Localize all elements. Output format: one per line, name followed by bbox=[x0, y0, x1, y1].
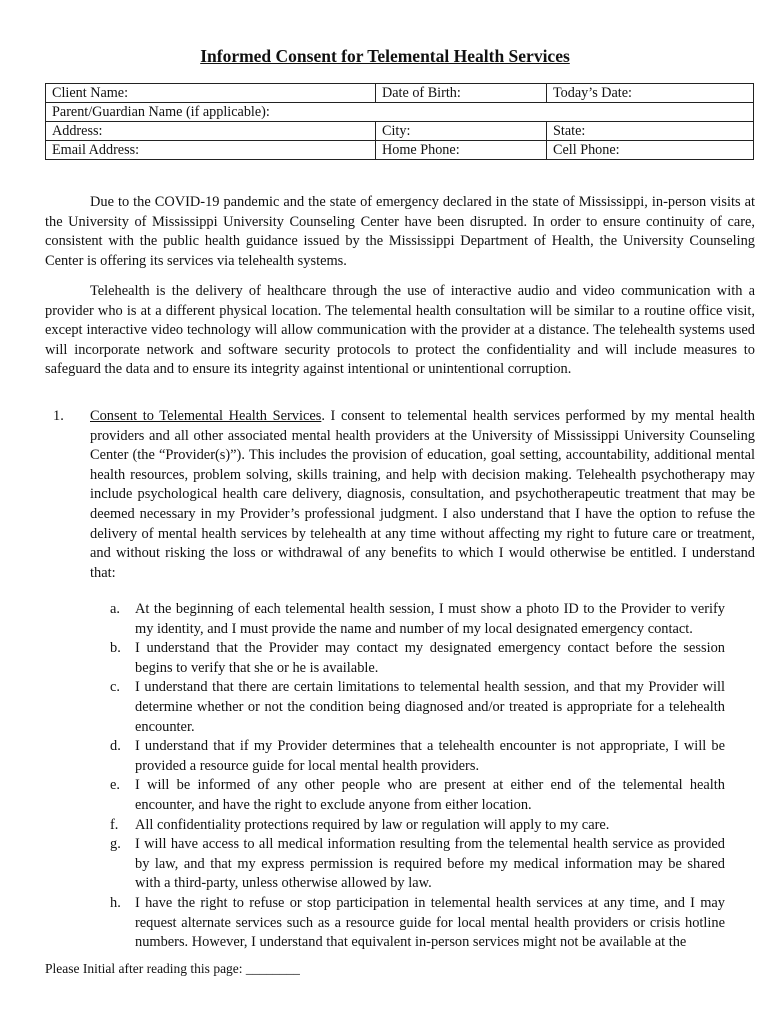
city-field[interactable]: City: bbox=[376, 122, 547, 141]
address-field[interactable]: Address: bbox=[46, 122, 376, 141]
item-text: I understand that if my Provider determines that a telehealth encounter is not appropriate, I will be provided a resource guide for local mental health providers. bbox=[135, 738, 725, 774]
item-text: I understand that the Provider may contact my designated emergency contact before the session begins to verify that she or he is available. bbox=[135, 640, 725, 676]
item-letter: c. bbox=[110, 679, 120, 696]
list-item bbox=[110, 835, 725, 894]
intro-paragraph bbox=[45, 193, 755, 271]
section-heading: Consent to Telemental Health Services bbox=[90, 408, 322, 424]
item-letter: d. bbox=[110, 738, 121, 755]
list-item bbox=[110, 737, 725, 776]
guardian-name-field[interactable]: Parent/Guardian Name (if applicable): bbox=[46, 103, 754, 122]
section-text bbox=[90, 407, 755, 583]
section-number: 1. bbox=[53, 408, 64, 424]
telehealth-paragraph bbox=[45, 282, 755, 380]
item-letter: b. bbox=[110, 640, 121, 657]
cell-phone-field[interactable]: Cell Phone: bbox=[547, 141, 754, 160]
list-item bbox=[110, 894, 725, 953]
client-name-field[interactable]: Client Name: bbox=[46, 84, 376, 103]
home-phone-field[interactable]: Home Phone: bbox=[376, 141, 547, 160]
email-field[interactable]: Email Address: bbox=[46, 141, 376, 160]
state-field[interactable]: State: bbox=[547, 122, 754, 141]
section-body: . I consent to telemental health services performed by my mental health providers and all other associated mental health providers at the University of Mississippi University Counseling Center (the “Provider(s)”). This includes the provision of education, goal setting, accountability, additional mental health resources, problem solving, skills training, and help with decision making. Telehealth psychotherapy may include psychological health care delivery, diagnosis, consultation, and psychotherapeutic treatment that may be deemed necessary in my Provider’s professional judgment. I also understand that I have the option to refuse the delivery of mental health services by telehealth at any time without affecting my right to future care or treatment, and without risking the loss or withdrawal of any benefits to which I would otherwise be entitled. I understand that: bbox=[90, 408, 755, 581]
section-consent bbox=[45, 407, 755, 583]
date-of-birth-field[interactable]: Date of Birth: bbox=[376, 84, 547, 103]
todays-date-field[interactable]: Today’s Date: bbox=[547, 84, 754, 103]
list-item bbox=[110, 776, 725, 815]
list-item bbox=[110, 600, 725, 639]
paragraph-telehealth: Telehealth is the delivery of healthcare through the use of interactive audio and video communication with a provider who is at a different physical location. The telemental health consultation will be similar to a routine office visit, except interactive video technology will allow communication with the provider at a distance. The telehealth systems used will incorporate network and software security protocols to protect the confidentiality and will include measures to safeguard the data and to ensure its integrity against intentional or unintentional corruption. bbox=[45, 283, 755, 378]
initial-footer[interactable]: Please Initial after reading this page: ________ bbox=[45, 961, 300, 976]
understanding-list bbox=[110, 600, 725, 953]
table-row bbox=[46, 84, 754, 103]
item-text: At the beginning of each telemental health session, I must show a photo ID to the Provider to verify my identity, and I must provide the name and number of my local designated emergency contact. bbox=[135, 601, 725, 637]
item-text: I will be informed of any other people who are present at either end of the telemental health encounter, and have the right to exclude anyone from either location. bbox=[135, 777, 725, 813]
item-letter: g. bbox=[110, 836, 121, 853]
item-text: All confidentiality protections required by law or regulation will apply to my care. bbox=[135, 816, 610, 833]
item-text: I understand that there are certain limitations to telemental health session, and that my Provider will determine whether or not the condition being diagnosed and/or treated is appropriate for a telehealth encounter. bbox=[135, 679, 725, 735]
table-row bbox=[46, 103, 754, 122]
list-item bbox=[110, 678, 725, 737]
item-letter: e. bbox=[110, 777, 120, 794]
item-letter: a. bbox=[110, 601, 120, 617]
item-letter: h. bbox=[110, 894, 121, 911]
table-row bbox=[46, 141, 754, 160]
page-title: Informed Consent for Telemental Health Services bbox=[200, 46, 570, 66]
item-text: I have the right to refuse or stop participation in telemental health services at any time, and I may request alternate services such as a resource guide for local mental health providers or crisis hotline numbers. However, I understand that equivalent in-person services might not be available at the bbox=[135, 894, 725, 951]
list-item bbox=[110, 816, 725, 836]
paragraph-covid: Due to the COVID-19 pandemic and the state of emergency declared in the state of Mississippi, in-person visits at the University of Mississippi University Counseling Center have been disrupted. In order to ensure continuity of care, consistent with the public health guidance issued by the Mississippi Department of Health, the University Counseling Center is offering its services via telehealth systems. bbox=[45, 194, 755, 269]
client-info-table bbox=[45, 83, 754, 160]
item-text: I will have access to all medical information resulting from the telemental health service as provided by law, and that my express permission is required before my medical information may be shared with a third-party, unless otherwise allowed by law. bbox=[135, 836, 725, 892]
table-row bbox=[46, 122, 754, 141]
list-item bbox=[110, 639, 725, 678]
item-letter: f. bbox=[110, 816, 119, 833]
